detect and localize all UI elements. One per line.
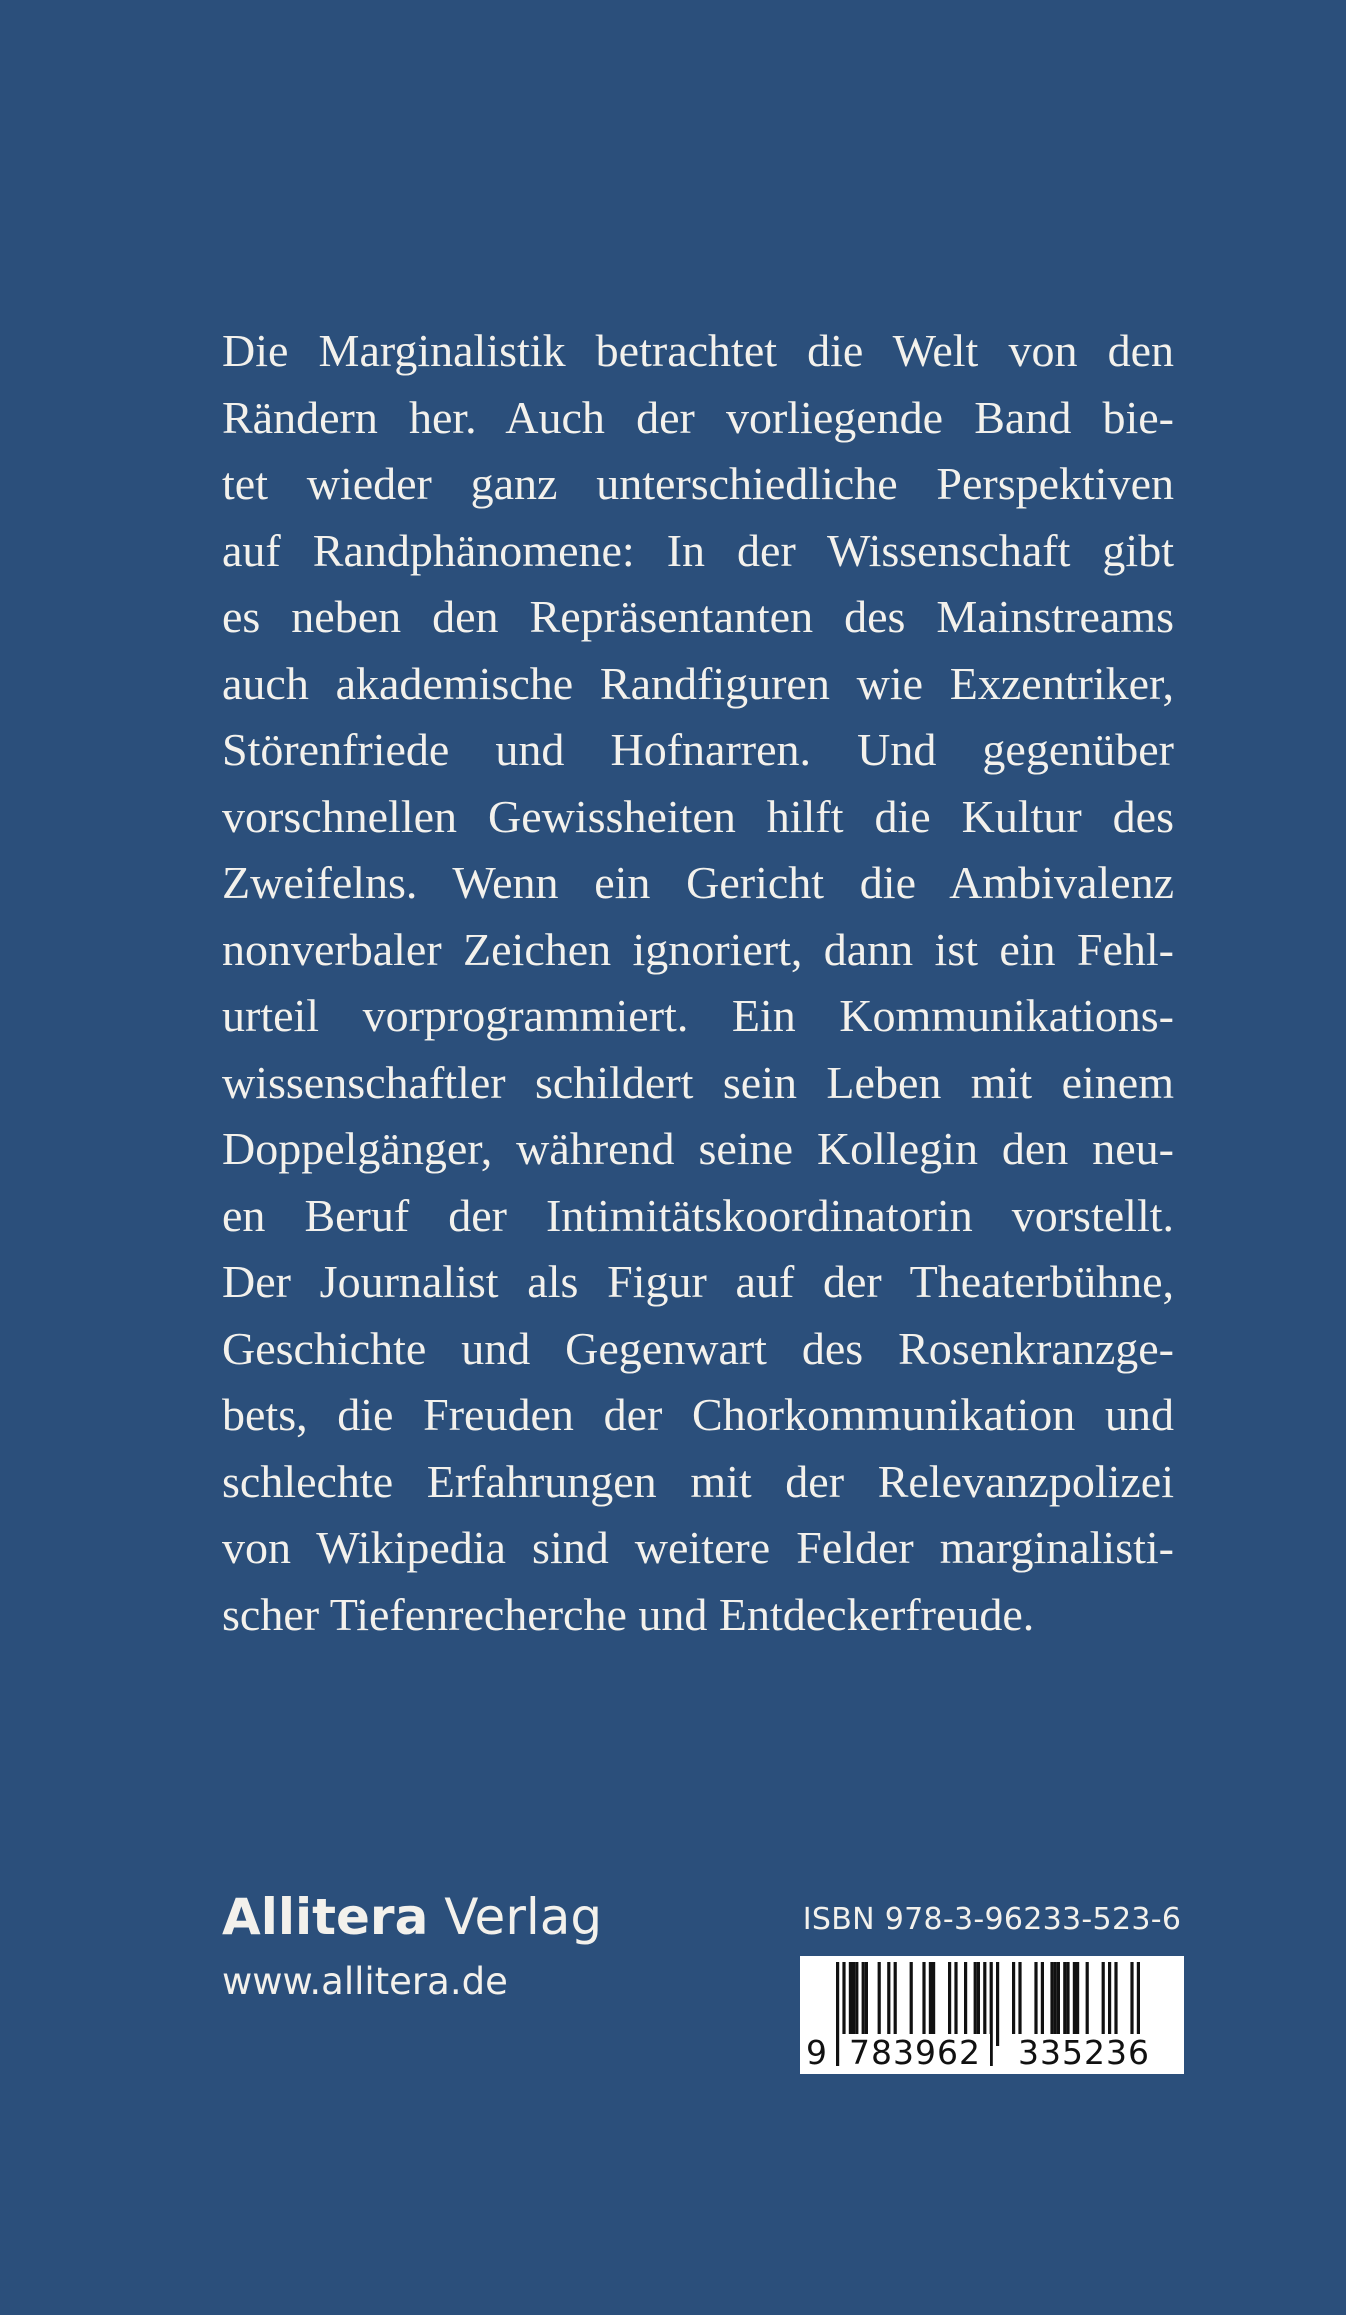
blurb-line: tet wieder ganz unterschiedliche Perspektiven (222, 458, 1174, 509)
isbn-label: ISBN 978-3-96233-523-6 (802, 1902, 1182, 1937)
blurb-text (222, 318, 1174, 1648)
barcode-left-digits: 783962 (840, 2034, 990, 2072)
blurb-line: Zweifelns. Wenn ein Gericht die Ambivalenz (222, 857, 1174, 908)
blurb-line: von Wikipedia sind weitere Felder marginalisti- (222, 1522, 1174, 1573)
publisher-url: www.allitera.de (222, 1960, 508, 2003)
blurb-line: Die Marginalistik betrachtet die Welt von den (222, 325, 1174, 376)
blurb-line: en Beruf der Intimitätskoordinatorin vorstellt. (222, 1189, 1174, 1241)
barcode (800, 1956, 1184, 2074)
barcode-digits (800, 2034, 1184, 2072)
blurb-line: nonverbaler Zeichen ignoriert, dann ist ein Fehl- (222, 923, 1174, 975)
barcode-first-digit: 9 (806, 2033, 827, 2072)
isbn-block (800, 1900, 1184, 2074)
blurb-line: wissenschaftler schildert sein Leben mit einem (222, 1056, 1174, 1108)
blurb-line: Geschichte und Gegenwart des Rosenkranzge- (222, 1322, 1174, 1374)
publisher-name (222, 1885, 602, 1949)
blurb-line: bets, die Freuden der Chorkommunikation und (222, 1389, 1174, 1440)
blurb-line: Rändern her. Auch der vorliegende Band bie- (222, 391, 1174, 443)
blurb-line: Doppelgänger, während seine Kollegin den neu- (222, 1123, 1174, 1174)
blurb-line: vorschnellen Gewissheiten hilft die Kultur des (222, 790, 1174, 842)
blurb-line: scher Tiefenrecherche und Entdeckerfreude. (222, 1588, 1035, 1640)
publisher-block (222, 1885, 602, 2007)
blurb-line: Der Journalist als Figur auf der Theaterbühne, (222, 1256, 1174, 1307)
barcode-right-digits: 335236 (1006, 2034, 1162, 2072)
blurb-line: auch akademische Randfiguren wie Exzentriker, (222, 657, 1174, 709)
publisher-name-bold: Allitera (222, 1888, 429, 1946)
blurb-line: es neben den Repräsentanten des Mainstreams (222, 591, 1174, 642)
publisher-name-regular: Verlag (444, 1888, 603, 1946)
blurb-line: auf Randphänomene: In der Wissenschaft gibt (222, 524, 1174, 576)
blurb-line: schlechte Erfahrungen mit der Relevanzpolizei (222, 1455, 1174, 1507)
blurb-line: Störenfriede und Hofnarren. Und gegenüber (222, 724, 1174, 775)
blurb-line: urteil vorprogrammiert. Ein Kommunikations- (222, 990, 1174, 1041)
